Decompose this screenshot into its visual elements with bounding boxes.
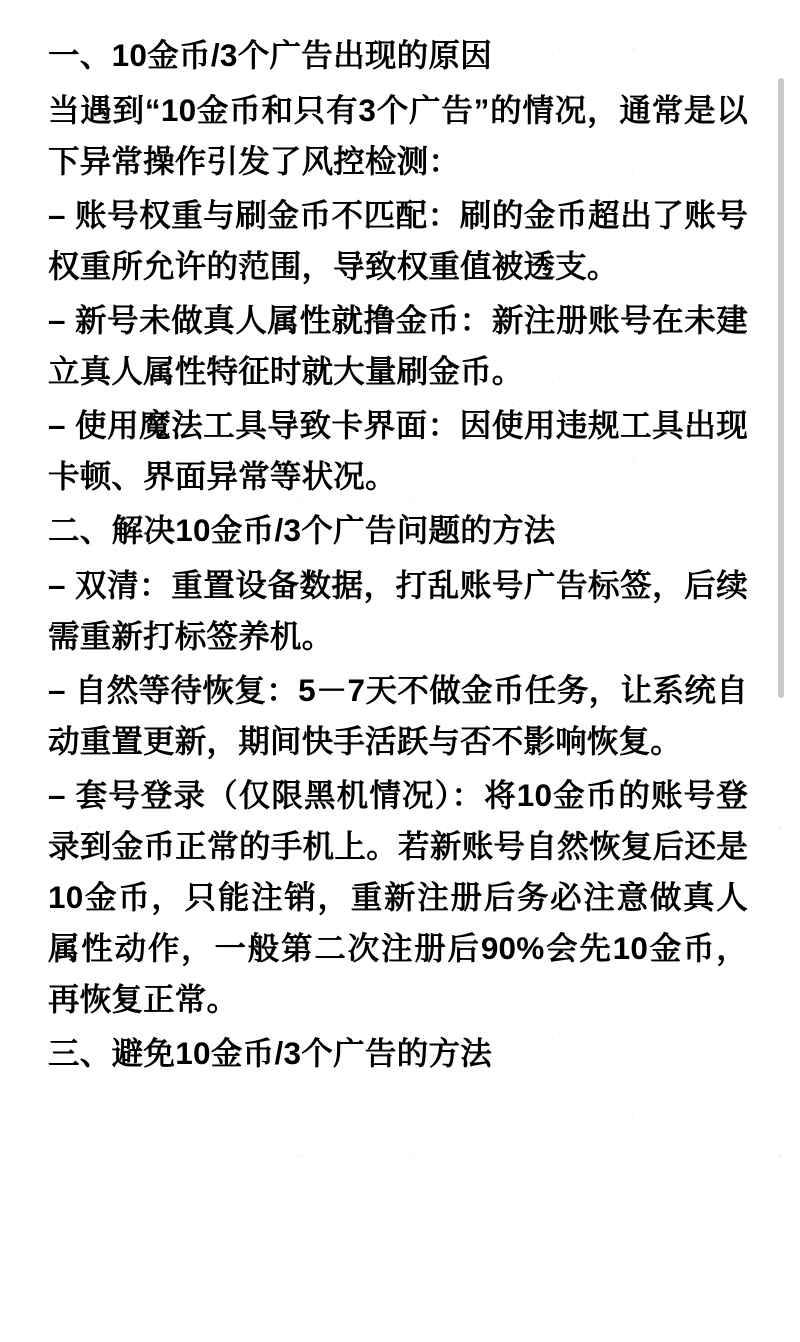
document-body [48, 30, 748, 1342]
paragraph-cause-1: – 账号权重与刷金币不匹配：刷的金币超出了账号权重所允许的范围，导致权重值被透支。 [48, 197, 748, 285]
paragraph-solution-3: – 套号登录（仅限黑机情况）：将10金币的账号登录到金币正常的手机上。若新账号自然恢复后还是10金币，只能注销，重新注册后务必注意做真人属性动作，一般第二次注册后90%会先10金币，再恢复正常。 [48, 777, 748, 1018]
section-heading-3: 三、避免10金币/3个广告的方法 [48, 1035, 493, 1072]
scrollbar-thumb[interactable] [778, 78, 784, 698]
paragraph-cause-2: – 新号未做真人属性就撸金币：新注册账号在未建立真人属性特征时就大量刷金币。 [48, 302, 748, 390]
paragraph-intro: 当遇到“10金币和只有3个广告”的情况，通常是以下异常操作引发了风控检测： [48, 92, 748, 180]
section-heading-2: 二、解决10金币/3个广告问题的方法 [48, 512, 556, 549]
paragraph-solution-2: – 自然等待恢复：5－7天不做金币任务，让系统自动重置更新，期间快手活跃与否不影响恢复。 [48, 672, 748, 760]
section-heading-1: 一、10金币/3个广告出现的原因 [48, 37, 493, 73]
paragraph-cause-3: – 使用魔法工具导致卡界面：因使用违规工具出现卡顿、界面异常等状况。 [48, 407, 748, 495]
paragraph-solution-1: – 双清：重置设备数据，打乱账号广告标签，后续需重新打标签养机。 [48, 567, 748, 655]
scrollbar-track[interactable] [786, 0, 792, 1342]
